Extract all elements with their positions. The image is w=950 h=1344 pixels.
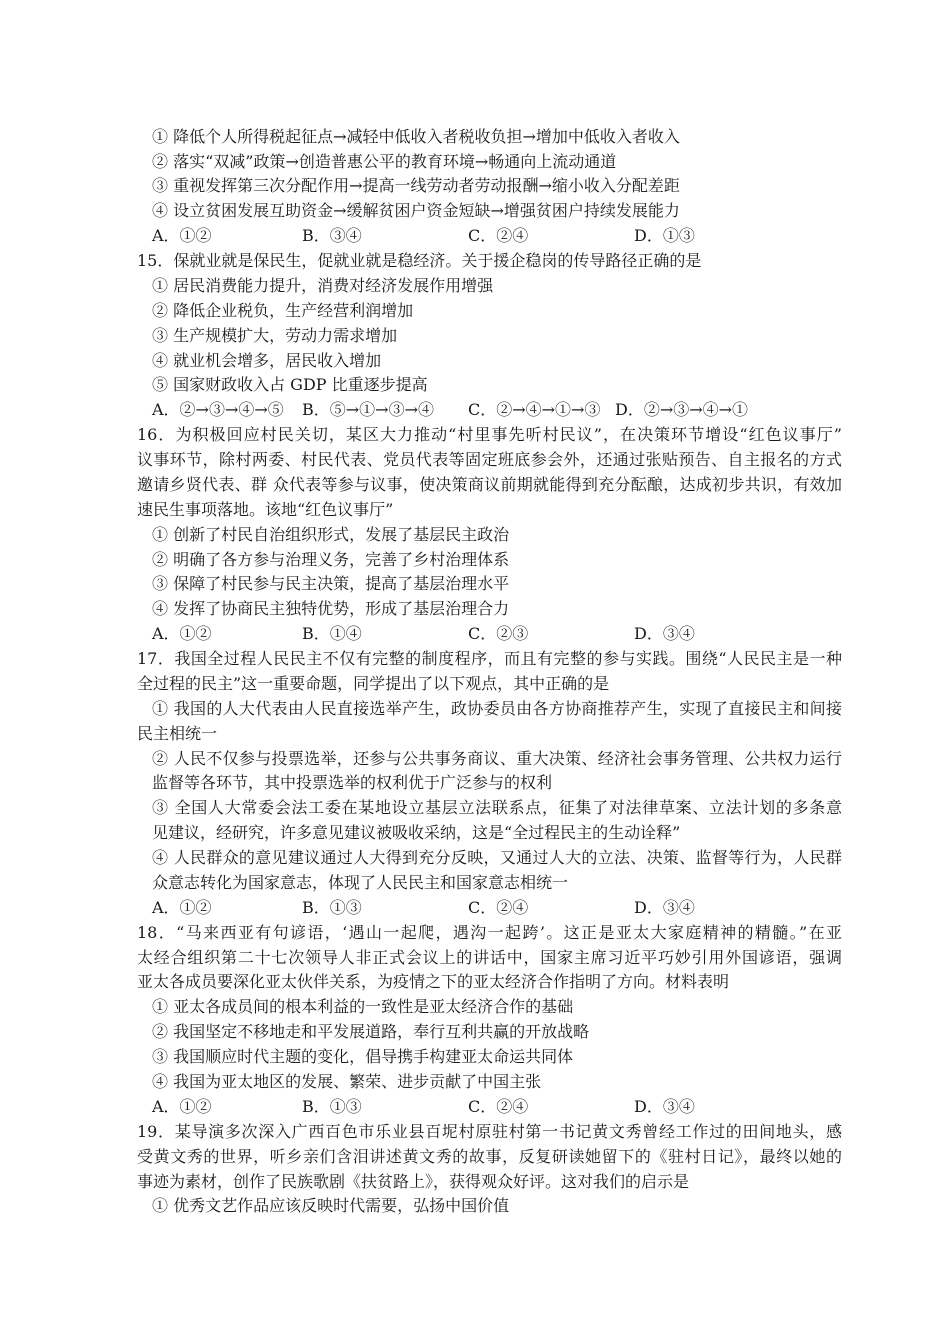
q17-option-3-line-2: 见建议，经研究，许多意见建议被吸收采纳，这是“全过程民主的生动诠释” <box>152 823 681 842</box>
q18-option-1: ① 亚太各成员间的根本利益的一致性是亚太经济合作的基础 <box>152 997 574 1016</box>
q18-choice-d: D．③④ <box>634 1097 695 1116</box>
q19-stem-line-1: 19．某导演多次深入广西百色市乐业县百坭村原驻村第一书记黄文秀曾经工作过的田间地头，感 <box>137 1122 842 1141</box>
q19-stem-line-3: 事迹为素材，创作了民族歌剧《扶贫路上》，获得观众好评。这对我们的启示是 <box>137 1172 690 1191</box>
q15-option-1: ① 居民消费能力提升，消费对经济发展作用增强 <box>152 276 494 295</box>
q18-stem-line-1: 18．“马来西亚有句谚语，‘遇山一起爬，遇沟一起跨’。这正是亚太大家庭精神的精髓。”在亚 <box>137 923 842 942</box>
q17-option-3-line-1: ③ 全国人大常委会法工委在某地设立基层立法联系点，征集了对法律草案、立法计划的多条意 <box>152 798 842 817</box>
q17-stem-line-1: 17．我国全过程人民民主不仅有完整的制度程序，而且有完整的参与实践。围绕“人民民主是一种 <box>137 649 842 668</box>
q16-stem-line-1: 16．为积极回应村民关切，某区大力推动“村里事先听村民议”，在决策环节增设“红色议事厅” <box>137 425 842 444</box>
q15-choice-c: C．②→④→①→③ <box>468 400 601 419</box>
q15-choice-b: B．⑤→①→③→④ <box>302 400 434 419</box>
q14-option-2: ② 落实“双减”政策→创造普惠公平的教育环境→畅通向上流动通道 <box>152 152 617 171</box>
q17-option-4-line-2: 众意志转化为国家意志，体现了人民民主和国家意志相统一 <box>152 873 569 892</box>
q17-option-1-line-1: ① 我国的人大代表由人民直接选举产生，政协委员由各方协商推荐产生，实现了直接民主和间接 <box>152 699 842 718</box>
q19-option-1: ① 优秀文艺作品应该反映时代需要，弘扬中国价值 <box>152 1196 510 1215</box>
q16-stem-line-3: 邀请乡贤代表、群 众代表等参与议事，使决策商议前期就能得到充分酝酿，达成初步共识，有效加 <box>137 475 842 494</box>
q16-choice-a: A．①② <box>152 624 212 643</box>
q19-stem-line-2: 受黄文秀的世界，听乡亲们含泪讲述黄文秀的故事，反复研读她留下的《驻村日记》，最终以她的 <box>137 1147 842 1166</box>
q15-option-4: ④ 就业机会增多，居民收入增加 <box>152 351 382 370</box>
q16-option-3: ③ 保障了村民参与民主决策，提高了基层治理水平 <box>152 574 510 593</box>
q17-choice-d: D．③④ <box>634 898 695 917</box>
q15-option-3: ③ 生产规模扩大，劳动力需求增加 <box>152 326 398 345</box>
q16-option-1: ① 创新了村民自治组织形式，发展了基层民主政治 <box>152 525 510 544</box>
q17-choice-c: C．②④ <box>468 898 529 917</box>
q15-option-5: ⑤ 国家财政收入占 GDP 比重逐步提高 <box>152 375 428 394</box>
q16-choice-d: D．③④ <box>634 624 695 643</box>
q18-option-3: ③ 我国顺应时代主题的变化，倡导携手构建亚太命运共同体 <box>152 1047 574 1066</box>
q15-choice-d: D．②→③→④→① <box>615 400 749 419</box>
q14-choice-d: D．①③ <box>634 226 695 245</box>
q18-stem-line-2: 太经合组织第二十七次领导人非正式会议上的讲话中，国家主席习近平巧妙引用外国谚语，强调 <box>137 948 842 967</box>
q14-choice-c: C．②④ <box>468 226 529 245</box>
q14-option-1: ① 降低个人所得税起征点→减轻中低收入者税收负担→增加中低收入者收入 <box>152 127 680 146</box>
q16-choice-c: C．②③ <box>468 624 529 643</box>
q18-choice-a: A．①② <box>152 1097 212 1116</box>
q18-choice-c: C．②④ <box>468 1097 529 1116</box>
q15-stem: 15．保就业就是保民生，促就业就是稳经济。关于援企稳岗的传导路径正确的是 <box>137 251 702 270</box>
q17-option-2-line-1: ② 人民不仅参与投票选举，还参与公共事务商议、重大决策、经济社会事务管理、公共权力运行 <box>152 749 842 768</box>
q17-option-1-line-2: 民主相统一 <box>137 724 218 743</box>
q14-option-4: ④ 设立贫困发展互助资金→缓解贫困户资金短缺→增强贫困户持续发展能力 <box>152 201 680 220</box>
q16-option-2: ② 明确了各方参与治理义务，完善了乡村治理体系 <box>152 550 510 569</box>
q18-option-2: ② 我国坚定不移地走和平发展道路，奉行互利共赢的开放战略 <box>152 1022 590 1041</box>
q18-choice-b: B．①③ <box>302 1097 362 1116</box>
q15-option-2: ② 降低企业税负，生产经营利润增加 <box>152 301 414 320</box>
q17-choice-b: B．①③ <box>302 898 362 917</box>
q18-option-4: ④ 我国为亚太地区的发展、繁荣、进步贡献了中国主张 <box>152 1072 542 1091</box>
q18-stem-line-3: 亚太各成员要深化亚太伙伴关系，为疫情之下的亚太经济合作指明了方向。材料表明 <box>137 972 730 991</box>
q17-option-2-line-2: 监督等各环节，其中投票选举的权利优于广泛参与的权利 <box>152 773 553 792</box>
q14-option-3: ③ 重视发挥第三次分配作用→提高一线劳动者劳动报酬→缩小收入分配差距 <box>152 176 680 195</box>
q16-stem-line-4: 速民生事项落地。该地“红色议事厅” <box>137 500 394 519</box>
q17-stem-line-2: 全过程的民主”这一重要命题，同学提出了以下观点，其中正确的是 <box>137 674 610 693</box>
q17-option-4-line-1: ④ 人民群众的意见建议通过人大得到充分反映，又通过人大的立法、决策、监督等行为，人民群 <box>152 848 842 867</box>
q17-choice-a: A．①② <box>152 898 212 917</box>
q16-choice-b: B．①④ <box>302 624 362 643</box>
q15-choice-a: A．②→③→④→⑤ <box>152 400 284 419</box>
q16-stem-line-2: 议事环节，除村两委、村民代表、党员代表等固定班底参会外，还通过张贴预告、自主报名的方式 <box>137 450 842 469</box>
q16-option-4: ④ 发挥了协商民主独特优势，形成了基层治理合力 <box>152 599 510 618</box>
q14-choice-b: B．③④ <box>302 226 362 245</box>
q14-choice-a: A．①② <box>152 226 212 245</box>
